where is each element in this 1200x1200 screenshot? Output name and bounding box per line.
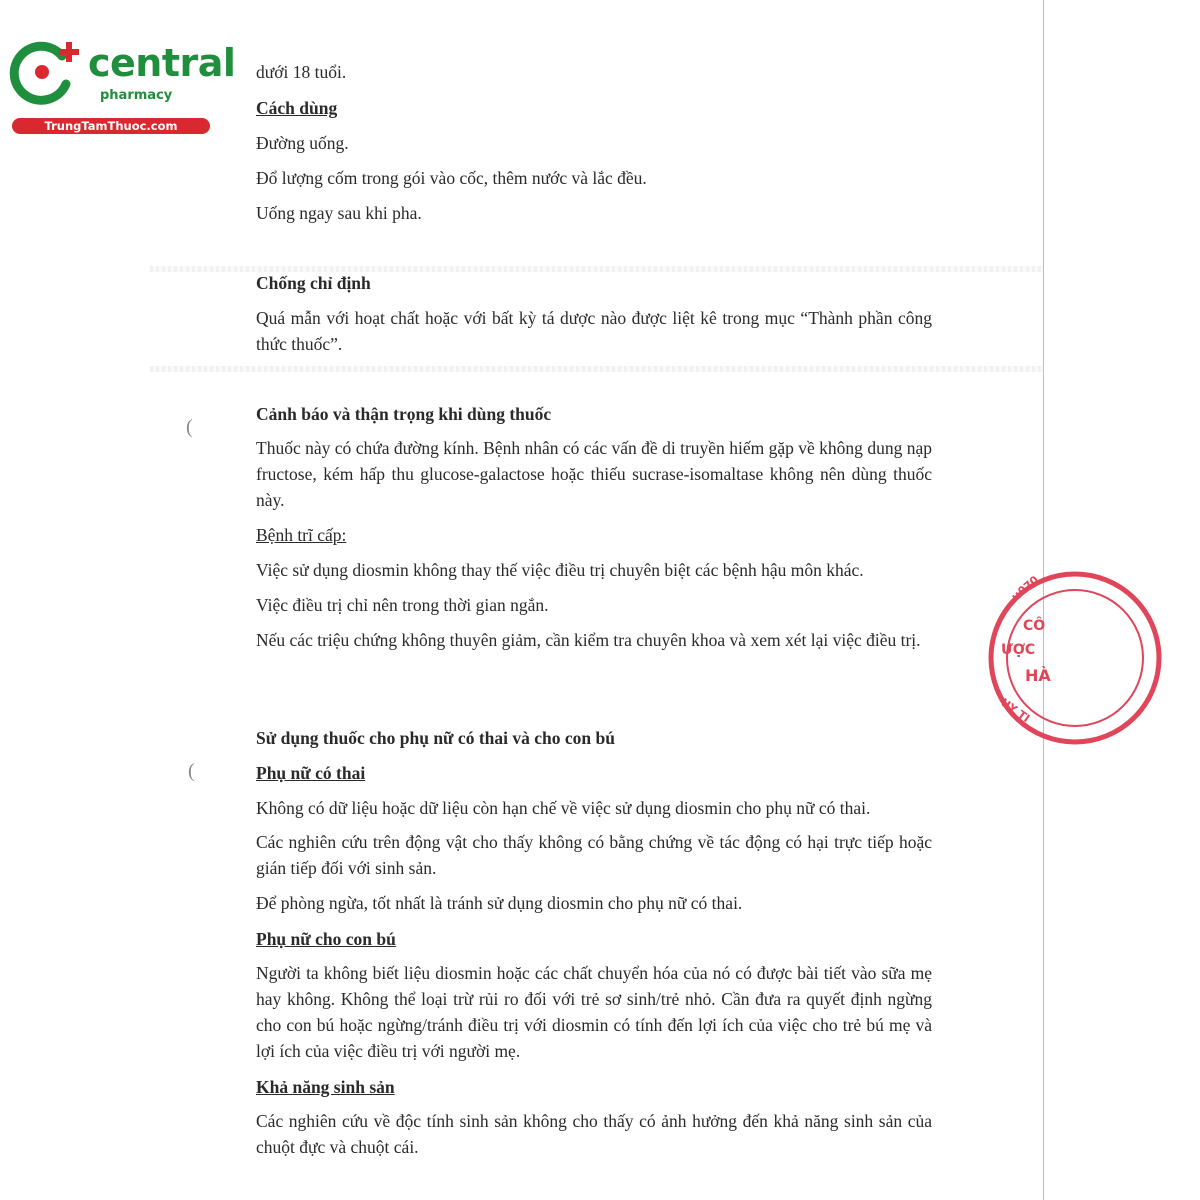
paragraph: Thuốc này có chứa đường kính. Bệnh nhân có các vấn đề di truyền hiếm gặp về không dung nạp fructose, kém hấp thu glucose-galactose hoặc thiếu sucrase-isomaltase không nên dùng thuốc này. — [256, 438, 932, 510]
stamp-text-line: UY TI — [998, 695, 1033, 726]
heading-kha-nang-sinh-san: Khả năng sinh sản — [256, 1077, 395, 1097]
heading-chong-chi-dinh: Chống chỉ định — [256, 273, 371, 293]
margin-mark: ( — [188, 760, 195, 782]
text-line: Việc điều trị chỉ nên trong thời gian ngắn. — [256, 595, 549, 615]
logo-subtitle: pharmacy — [100, 88, 173, 103]
margin-mark: ( — [186, 416, 193, 438]
pharmacy-logo-icon — [10, 38, 90, 106]
logo-url-badge: TrungTamThuoc.com — [12, 118, 210, 134]
logo-brand-name: central — [88, 41, 236, 85]
heading-phu-nu-cho-con-bu: Phụ nữ cho con bú — [256, 929, 396, 949]
paragraph: Quá mẫn với hoạt chất hoặc với bất kỳ tá dược nào được liệt kê trong mục “Thành phần công thức thuốc”. — [256, 308, 932, 354]
text-line: Để phòng ngừa, tốt nhất là tránh sử dụng diosmin cho phụ nữ có thai. — [256, 893, 743, 913]
heading-pregnancy: Sử dụng thuốc cho phụ nữ có thai và cho con bú — [256, 728, 615, 748]
heading-canh-bao: Cảnh báo và thận trọng khi dùng thuốc — [256, 404, 552, 424]
paragraph: Các nghiên cứu trên động vật cho thấy không có bằng chứng về tác động có hại trực tiếp hoặc gián tiếp đối với sinh sản. — [256, 832, 932, 878]
text-line: Không có dữ liệu hoặc dữ liệu còn hạn chế về việc sử dụng diosmin cho phụ nữ có thai. — [256, 798, 871, 818]
paragraph: Nếu các triệu chứng không thuyên giảm, cần kiểm tra chuyên khoa và xem xét lại việc điều trị. — [256, 630, 921, 650]
stamp-text-line: CÔ — [1023, 618, 1046, 634]
stamp-number: ::070 — [1008, 573, 1042, 604]
stamp-text-line: HÀ — [1025, 666, 1051, 685]
stamp-text-line: ƯỢC — [1001, 642, 1036, 658]
paragraph: Người ta không biết liệu diosmin hoặc các chất chuyển hóa của nó có được bài tiết vào sữa mẹ hay không. Không thể loại trừ rủi ro đối với trẻ sơ sinh/trẻ nhỏ. Cần đưa ra quyết định ngừng cho con bú hoặc ngừng/tránh điều trị với diosmin có tính đến lợi ích của việc cho trẻ bú mẹ và lợi ích của việc điều trị với người mẹ. — [256, 963, 932, 1061]
text-line: Uống ngay sau khi pha. — [256, 203, 422, 223]
subheading-benh-tri-cap: Bệnh trĩ cấp: — [256, 525, 347, 545]
scan-band — [150, 366, 1043, 372]
stamp-circle — [985, 568, 1105, 748]
brand-logo — [10, 38, 236, 138]
text-line: Việc sử dụng diosmin không thay thế việc điều trị chuyên biệt các bệnh hậu môn khác. — [256, 560, 864, 580]
heading-cach-dung: Cách dùng — [256, 98, 338, 118]
text-line: dưới 18 tuổi. — [256, 62, 347, 82]
paragraph: Các nghiên cứu về độc tính sinh sản không cho thấy có ảnh hưởng đến khả năng sinh sản của chuột đực và chuột cái. — [256, 1111, 932, 1157]
text-line: Đường uống. — [256, 133, 349, 153]
company-stamp — [985, 568, 1051, 748]
text-line: Đổ lượng cốm trong gói vào cốc, thêm nước và lắc đều. — [256, 168, 647, 188]
heading-phu-nu-co-thai: Phụ nữ có thai — [256, 763, 366, 783]
